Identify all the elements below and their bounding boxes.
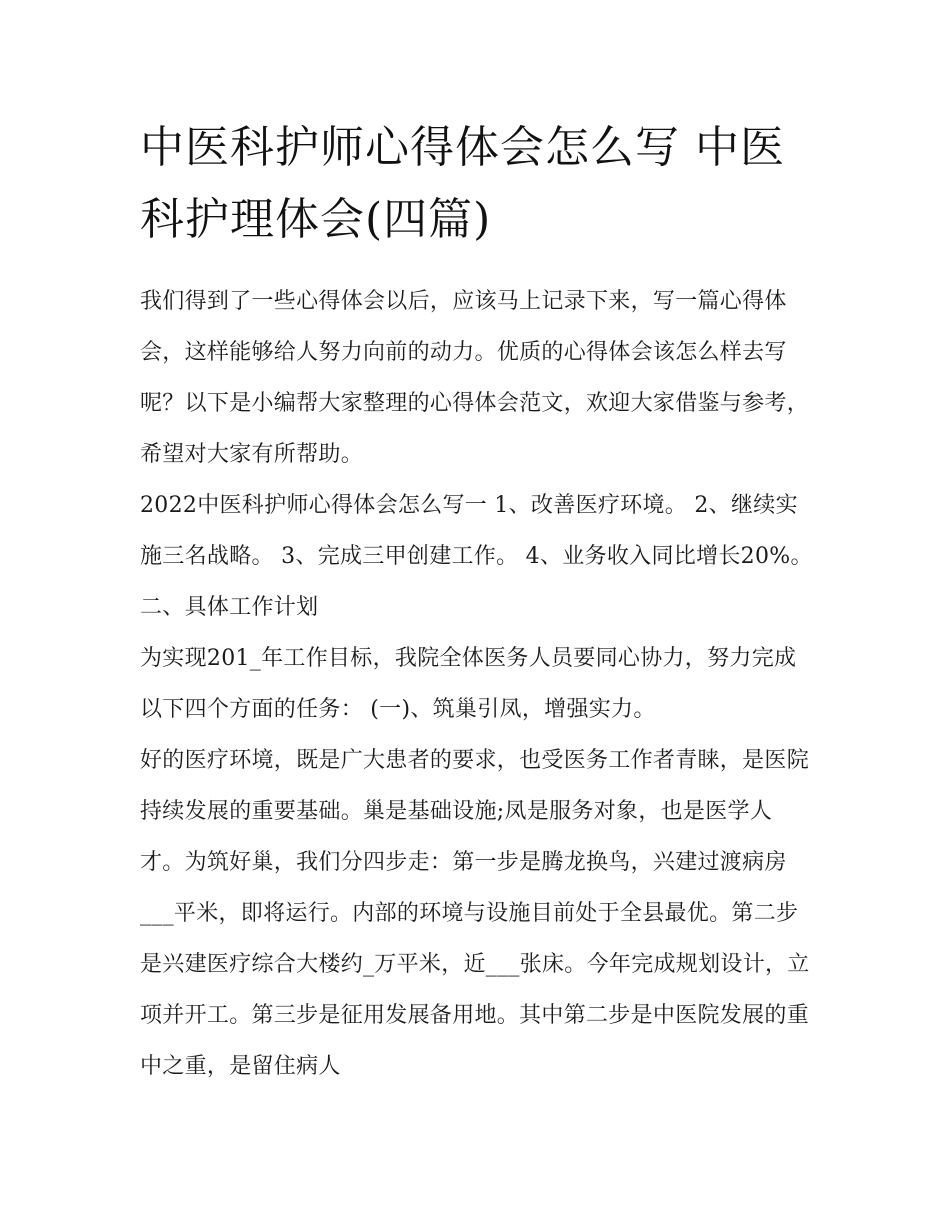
paragraph-intro: 我们得到了一些心得体会以后，应该马上记录下来，写一篇心得体会，这样能够给人努力向前的动力。优质的心得体会该怎么样去写呢？以下是小编帮大家整理的心得体会范文，欢迎大家借鉴与参考，希望对大家有所帮助。 [140, 289, 810, 467]
paragraph-tasks: 为实现201_年工作目标，我院全体医务人员要同心协力，努力完成以下四个方面的任务： (一)、筑巢引凤，增强实力。 [140, 646, 797, 722]
paragraph-goals: 2022中医科护师心得体会怎么写一 1、改善医疗环境。 2、继续实施三名战略。 3、完成三甲创建工作。 4、业务收入同比增长20%。 二、具体工作计划 [140, 493, 813, 620]
title-spacing [140, 256, 816, 276]
paragraph-environment: 好的医疗环境，既是广大患者的要求，也受医务工作者青睐，是医院持续发展的重要基础。巢是基础设施;凤是服务对象，也是医学人才。为筑好巢，我们分四步走：第一步是腾龙换鸟，兴建过渡病房___平米，即将运行。内部的环境与设施目前处于全县最优。第二步是兴建医疗综合大楼约_万平米，近___张床。今年完成规划设计，立项并开工。第三步是征用发展备用地。其中第二步是中医院发展的重中之重，是留住病人 [140, 748, 810, 1079]
document-body [140, 112, 816, 1092]
document-title: 中医科护师心得体会怎么写 中医科护理体会(四篇) [140, 122, 785, 245]
